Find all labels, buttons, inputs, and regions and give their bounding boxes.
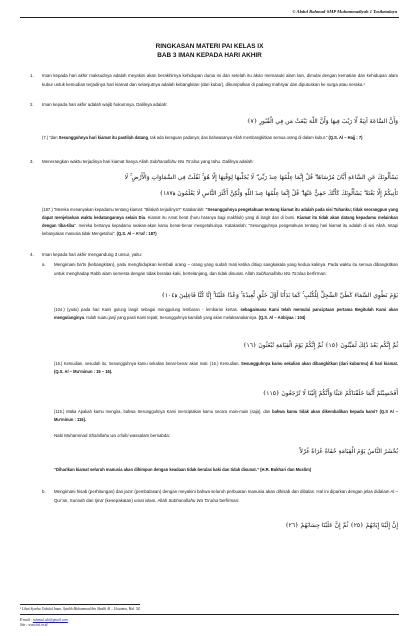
arabic-verse: أَفَحَسِبْتُمْ أَنَّمَا خَلَقْنَاكُمْ عَبَثًا وَأَنَّكُمْ إِلَيْنَا لَا تُرْجَعُونَ ﴿١١٥﴾	[262, 390, 398, 397]
item-2-text: Iman kepada hari akhir adalah wajib hukumnya. Dalilnya adalah:	[42, 102, 168, 107]
item-number: 3.	[30, 159, 34, 164]
item-number: 2.	[30, 102, 34, 107]
contact-info: E-mail : rahmad.abi@gmail.com Site : www.ini.or.id	[20, 618, 68, 627]
subitem-letter: a.	[42, 262, 46, 267]
site-link[interactable]: www.ini.or.id	[28, 623, 48, 627]
arabic-verse: إِنَّ إِلَيْنَا إِيَابَهُمْ ﴿٢٥﴾ ثُمَّ إِنَّ عَلَيْنَا حِسَابَهُمْ ﴿٢٦﴾	[285, 522, 398, 529]
item-number: 1.	[30, 73, 34, 78]
subitem-letter: b.	[42, 489, 46, 494]
subitem-b-text: Mengimani hisab (perhitungan) dan jaza’ (pembalasan) dengan meyakini bahwa seluruh perbuatan manusia akan dihisab dan dibalas. Hal ini diparkan dengan jelas didalam Al – Qur’an, Sunnah dan Ijma’ (kesepakatan) umat islam. Allah Subhanallahu Wa Ta’alaa berfirman:	[54, 489, 398, 503]
arabic-verse: ثُمَّ إِنَّكُم بَعْدَ ذَٰلِكَ لَمَيِّتُونَ ﴿١٥﴾ ثُمَّ إِنَّكُمْ يَوْمَ الْقِيَامَةِ تُبْعَثُونَ ﴿١٦﴾	[242, 342, 398, 349]
translation: “Diharikan kiamat seluruh manusia akan dihimpun dengan keadaan tidak beralas kaki dan tidak disunat.” (H.R. Bukhari dan Muslim)	[54, 467, 312, 472]
item-number: 4.	[30, 252, 34, 257]
item-4-text: Iman kepada hari akhir mengandung 3 unsur, yaitu:	[42, 252, 143, 257]
translation: (104.) (yaitu) pada hari Kami gulung langit sebagai menggulung lembaran - lembaran kertas. sebagaimana Kami telah memulai panciptaan pertama Begitulah Kami akan mengulanginya. Itulah suatu janji yang pasti Kami tepati; Sesungguhnya kamilah yang akan melaksanakannya. (Q.S. Al – Anbiyaa : 104)	[54, 307, 398, 320]
footnote-divider	[20, 604, 140, 605]
page-header: © Abdul Rahmad-SMP Muhammadiyah 1 Tasikmalaya	[292, 9, 397, 14]
document-title: RINGKASAN MATERI PAI KELAS IX	[155, 43, 264, 50]
header-divider	[20, 17, 399, 18]
subitem-a-text: Mengimani ba’ts (kebangkitan), yaitu menghidupkan kembali orang – orang yang sudah mati ketika ditiup sangkakala yang kedua kalinya. Pada waktu itu semua dibangkitkan untuk menghadap Rabb alam semesta dengan tidak beralas kaki, bertelanjang, dan tidak disunat. Allah Subhanallahu Wa Ta’alaa berfirman:	[54, 262, 398, 276]
arabic-verse: تَأْتِيكُمْ إِلَّا بَغْتَةً ۗ يَسْأَلُونَكَ كَأَنَّكَ حَفِيٌّ عَنْهَا ۖ قُلْ إِنَّمَا عِلْمُهَا عِندَ اللَّهِ وَلَٰكِنَّ أَكْثَرَ النَّاسِ لَا يَعْلَمُونَ ﴿١٨٧﴾	[159, 190, 398, 197]
arabic-verse: يَسْأَلُونَكَ عَنِ السَّاعَةِ أَيَّانَ مُرْسَاهَا ۖ قُلْ إِنَّمَا عِلْمُهَا عِندَ رَبِّي ۖ لَا يُجَلِّيهَا لِوَقْتِهَا إِلَّا هُوَ ۚ ثَقُلَتْ فِي السَّمَاوَاتِ وَالْأَرْضِ ۚ لَا	[124, 174, 398, 181]
chapter-title: BAB 3 IMAN KEPADA HARI AKHIR	[157, 52, 262, 59]
translation: (15.) Kemudian, sesudah itu, Sesungguhnya kamu sekalian benar-benar akan mati. (16.) Kemudian, Sesungguhnya kamu sekalian akan dibangkitkan (dari kuburmu) di hari kiamat. (Q.S. Al – Mu’minun : 15 – 16).	[54, 361, 399, 374]
translation: (187.) “Mereka menanyakan kepadamu tentang kiamat: “Bilakah terjadinya?” Katakanlah: “Sesungguhnya pengetahuan tentang kiamat itu adalah pada sisi Tuhanku; tidak seorangpun yang dapat menjelaskan waktu kedatangannya selain Dia. Kiamat itu Amat berat (huru haranya bagi makhluk) yang di langit dan di bumi. Kiamat itu tidak akan datang kepadamu melainkan dengan tiba-tiba”. mereka bertanya kepadamu seakan-akan kamu benar-benar mengetahuinya. Katakanlah: “Sesungguhnya pengetahuan tentang hari kiamat itu adalah di sisi Allah, tetapi kebanyakan manusia tidak Mengetahui”. (Q.S. Al – A’raf : 187)	[42, 207, 398, 236]
arabic-verse: وَأَنَّ السَّاعَةَ آتِيَةٌ لَّا رَيْبَ فِيهَا وَأَنَّ اللَّهَ يَبْعَثُ مَن فِي الْقُبُورِ ﴿٧﴾	[246, 118, 398, 125]
email-link[interactable]: rahmad.abi@gmail.com	[32, 618, 68, 622]
footnote: ¹ Lihat Syarha Ushulul Iman, Syaikh Muhammad bin Shalih Al – Utsaimin, Hal. 54.	[20, 607, 141, 611]
arabic-hadith: يُحْشَرُ النَّاسُ يَوْمَ الْقِيَامَةِ حُفَاةً عُرَاةً غُرْلاً	[299, 448, 398, 455]
translation: (7.) “dan Sesungguhnya hari kiamat itu pastilah datang, tak ada keraguan padanya; dan bahwasanya Allah membangkitkan semua orang di dalam kubur.” (Q.S. Al – Hajj : 7)	[42, 135, 363, 140]
item-3-text: Menerangkan waktu terjadinya hari kiamat hanya Allah Subhanallahu Wa Ta’alaa yang tahu. Dalilnya adalah:	[42, 159, 254, 164]
arabic-verse: يَوْمَ نَطْوِي السَّمَاءَ كَطَيِّ السِّجِلِّ لِلْكُتُبِ ۚ كَمَا بَدَأْنَا أَوَّلَ خَلْقٍ نُّعِيدُهُ ۚ وَعْدًا عَلَيْنَا ۚ إِنَّا كُنَّا فَاعِلِينَ ﴿١٠٤﴾	[161, 292, 398, 299]
item-1-text: Iman kepada hari akhir maksudnya adalah meyakini akan berakhirnya kehidupan dunia ini dan setelah itu akan memasuki alam lain, dimulai dengan kematian dan kehidupan alam kubur untuk kemudian terjadinya hari kiamat dan selanjutnya adalah kebangkitan (dari kubur), dikumpulkan di padang mahsyar dan diputuskan ke surga atau neraka.¹	[42, 73, 398, 87]
hadith-intro: Nabi Muhammad Shalallahu wa a’laihi wassalam bersabda:	[54, 433, 170, 438]
translation: (115.) Maka Apakah kamu mengira, bahwa Sesungguhnya Kami menciptakan kamu secara main-main (saja), dan bahwa kamu tidak akan dikembalikan kepada kami? (Q.S Al – Mu’minun : 115).	[54, 409, 398, 422]
footer-divider	[20, 614, 399, 615]
